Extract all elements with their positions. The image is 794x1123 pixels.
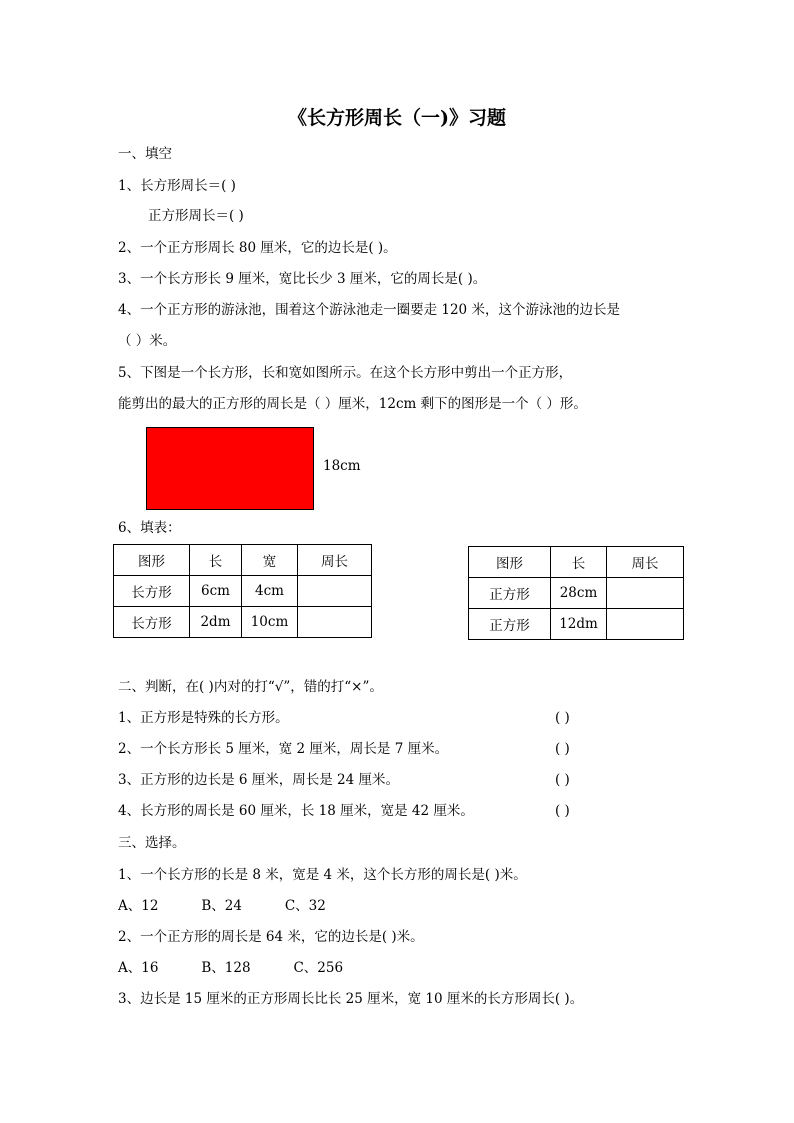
table-header-cell: 周长 (298, 545, 372, 576)
table-row (114, 607, 372, 638)
table-header-cell: 长 (551, 547, 607, 578)
table-header-cell: 宽 (242, 545, 298, 576)
judge-item-3: 3、正方形的边长是 6 厘米，周长是 24 厘米。 (118, 772, 400, 788)
table-cell (298, 576, 372, 607)
answer-parens: ( ) (555, 803, 570, 819)
rectangle-width-label: 18cm (323, 458, 361, 474)
table-row (469, 609, 684, 640)
table-header-cell: 长 (190, 545, 242, 576)
choice-question-1: 1、一个长方形的长是 8 米，宽是 4 米，这个长方形的周长是( )米。 (118, 867, 527, 883)
question-2: 2、一个正方形周长 80 厘米，它的边长是( )。 (118, 240, 397, 256)
judge-item-2: 2、一个长方形长 5 厘米，宽 2 厘米，周长是 7 厘米。 (118, 741, 449, 757)
choice-question-2: 2、一个正方形的周长是 64 米，它的边长是( )米。 (118, 929, 424, 945)
question-5a: 5、下图是一个长方形，长和宽如图所示。在这个长方形中剪出一个正方形， (118, 365, 573, 381)
table-cell (607, 609, 684, 640)
table-header-cell: 图形 (114, 545, 190, 576)
table-cell: 长方形 (114, 607, 190, 638)
square-table (468, 546, 684, 640)
question-6: 6、填表： (118, 520, 181, 536)
rectangle-table (113, 544, 372, 638)
table-cell: 2dm (190, 607, 242, 638)
choice-question-3: 3、边长是 15 厘米的正方形周长比长 25 厘米，宽 10 厘米的长方形周长( )。 (118, 991, 584, 1007)
answer-parens: ( ) (555, 710, 570, 726)
choice-options-2: A、16 B、128 C、256 (118, 960, 344, 976)
table-cell: 4cm (242, 576, 298, 607)
table-header-row (469, 547, 684, 578)
judge-item-4: 4、长方形的周长是 60 厘米，长 18 厘米，宽是 42 厘米。 (118, 803, 474, 819)
table-cell (298, 607, 372, 638)
question-1a: 1、长方形周长＝( ) (118, 178, 236, 194)
question-5b: 能剪出的最大的正方形的周长是（ ）厘米，12cm 剩下的图形是一个（ ）形。 (118, 396, 587, 412)
judge-item-1: 1、正方形是特殊的长方形。 (118, 710, 289, 726)
table-row (469, 578, 684, 609)
section1-heading: 一、填空 (118, 146, 172, 162)
table-header-row (114, 545, 372, 576)
table-header-cell: 周长 (607, 547, 684, 578)
table-cell: 10cm (242, 607, 298, 638)
answer-parens: ( ) (555, 772, 570, 788)
table-cell: 正方形 (469, 609, 551, 640)
section2-heading: 二、判断，在( )内对的打“√”，错的打“×”。 (118, 679, 383, 695)
question-3: 3、一个长方形长 9 厘米，宽比长少 3 厘米，它的周长是( )。 (118, 271, 487, 287)
table-cell (607, 578, 684, 609)
section3-heading: 三、选择。 (118, 835, 186, 851)
question-4b: （ ）米。 (118, 333, 177, 349)
answer-parens: ( ) (555, 741, 570, 757)
table-cell: 6cm (190, 576, 242, 607)
table-row (114, 576, 372, 607)
table-cell: 正方形 (469, 578, 551, 609)
table-cell: 28cm (551, 578, 607, 609)
red-rectangle-figure (146, 427, 314, 510)
table-cell: 长方形 (114, 576, 190, 607)
question-1b: 正方形周长＝( ) (148, 208, 244, 224)
question-4a: 4、一个正方形的游泳池，围着这个游泳池走一圈要走 120 米，这个游泳池的边长是 (118, 302, 620, 318)
choice-options-1: A、12 B、24 C、32 (118, 898, 326, 914)
page-title: 《长方形周长（一)》习题 (288, 107, 506, 129)
table-cell: 12dm (551, 609, 607, 640)
table-header-cell: 图形 (469, 547, 551, 578)
